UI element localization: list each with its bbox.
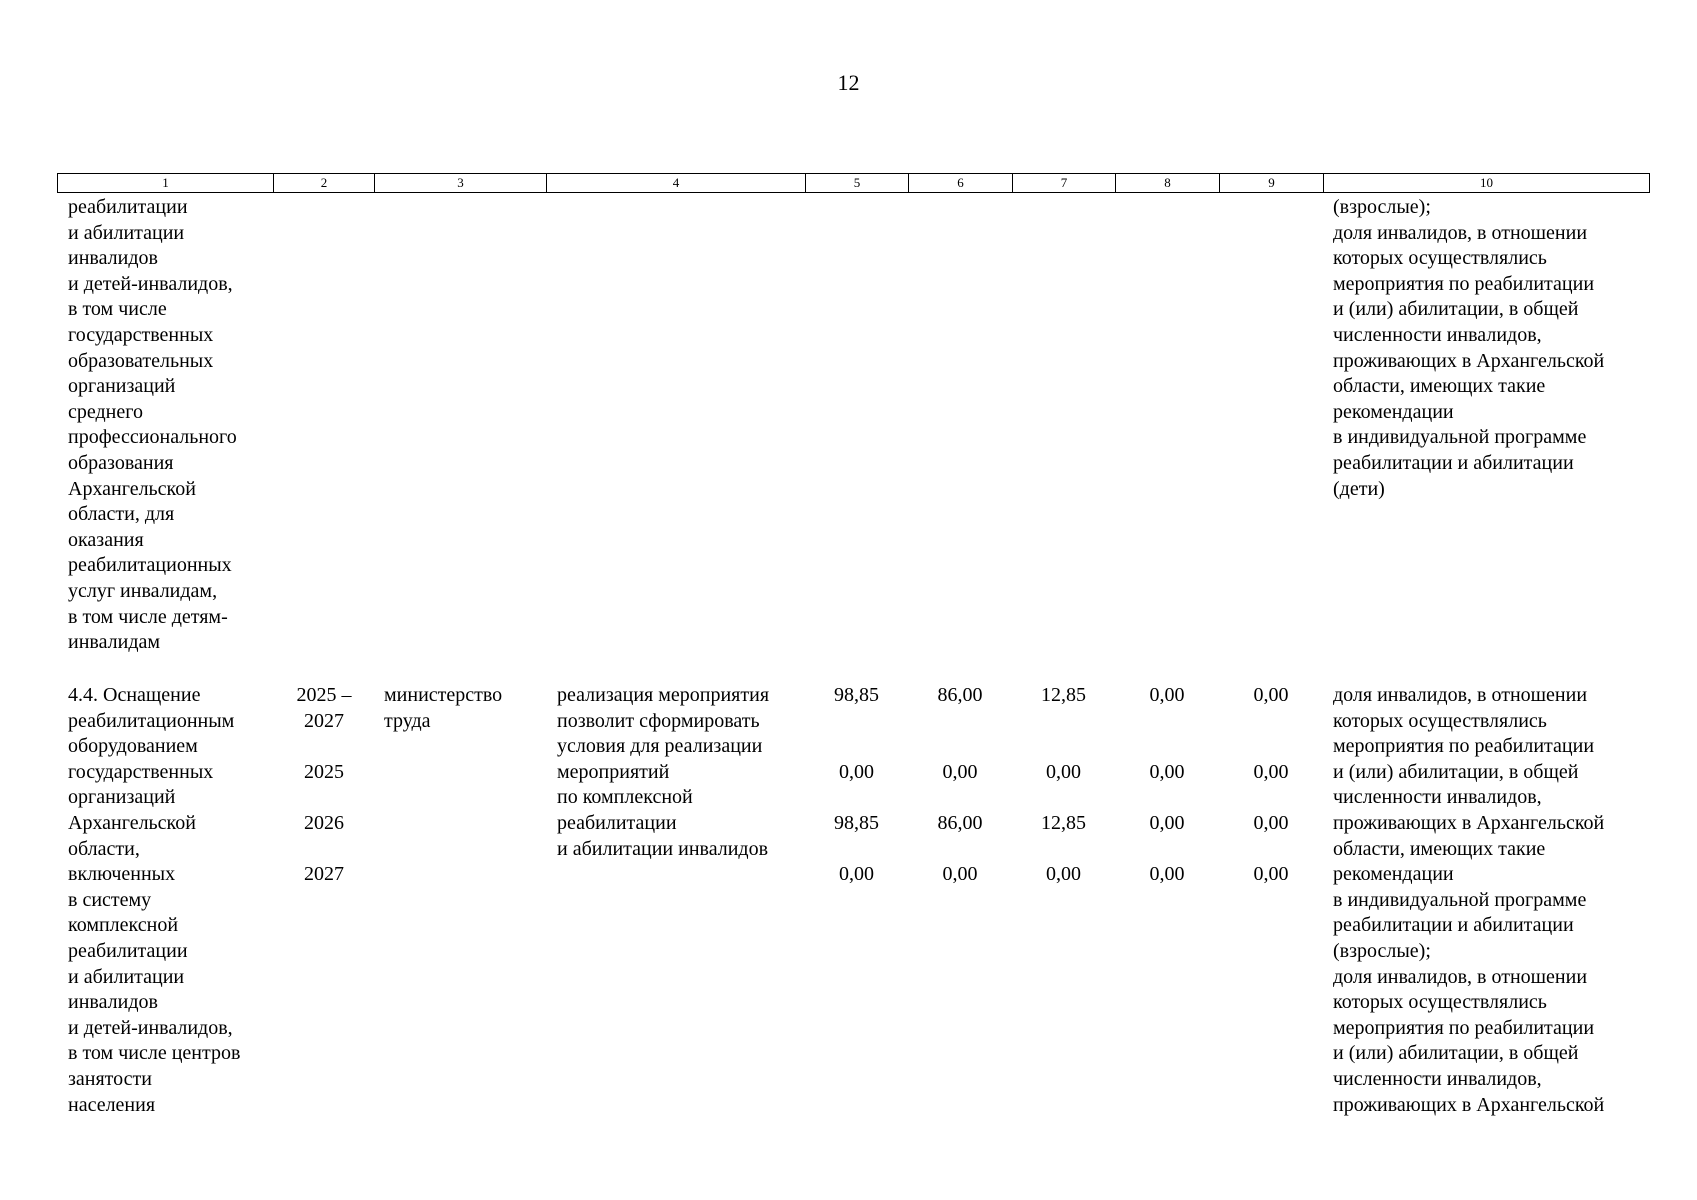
col5-values: [805, 683, 908, 888]
value-cell: 0,00: [1149, 863, 1185, 886]
value-cell: 98,85: [834, 811, 879, 834]
header-col-7: 7: [1013, 174, 1116, 192]
header-col-8: 8: [1116, 174, 1220, 192]
value-cell: 0,00: [1253, 760, 1289, 783]
period-total: 2025 – 2027: [296, 684, 352, 732]
col8-values: [1115, 683, 1219, 888]
value-cell: 12,85: [1041, 811, 1086, 834]
col9-values: [1219, 683, 1323, 888]
table-header-row: [57, 173, 1650, 193]
row-4-4-name: 4.4. Оснащение реабилитационным оборудованием государственных организаций Архангельской области, включенных в систему комплексной реабилитации и абилитации инвалидов и детей-инвалидов, в том числе центров занятости населения: [68, 684, 241, 1116]
row-4-4-result: реализация мероприятия позволит сформировать условия для реализации мероприятий по комплексной реабилитации и абилитации инвалидов: [557, 684, 770, 860]
col6-values: [908, 683, 1012, 888]
header-col-1: 1: [58, 174, 274, 192]
header-col-10: 10: [1480, 175, 1493, 190]
value-cell: 12,85: [1041, 684, 1086, 706]
year-2025: 2025: [304, 760, 344, 783]
header-col-5: 5: [806, 174, 909, 192]
value-cell: 0,00: [1253, 684, 1289, 706]
row-4-4-years: [274, 683, 374, 888]
year-2027: 2027: [304, 863, 344, 886]
value-cell: 0,00: [1149, 811, 1185, 834]
col7-values: [1012, 683, 1115, 888]
value-cell: 0,00: [1046, 760, 1081, 783]
value-cell: 0,00: [1149, 684, 1185, 706]
value-cell: 98,85: [834, 684, 879, 706]
row-4-4-executor: министерство труда: [384, 684, 503, 732]
header-col-6: 6: [909, 174, 1013, 192]
page-number: 12: [837, 70, 860, 95]
value-cell: 0,00: [1149, 760, 1185, 783]
value-cell: 0,00: [839, 760, 874, 783]
header-col-3: 3: [375, 174, 547, 192]
header-col-2: 2: [274, 174, 375, 192]
header-col-9: 9: [1220, 174, 1324, 192]
value-cell: 0,00: [1046, 863, 1081, 886]
header-col-4: 4: [547, 174, 806, 192]
value-cell: 86,00: [937, 684, 983, 706]
value-cell: 0,00: [942, 863, 978, 886]
value-cell: 0,00: [942, 760, 978, 783]
continued-col10-text: (взрослые); доля инвалидов, в отношении которых осуществлялись мероприятия по реабилитации и (или) абилитации, в общей численности инвалидов, проживающих в Архангельской области, имеющих такие рекомендации в индивидуальной программе реабилитации и абилитации (дети): [1333, 196, 1605, 500]
value-cell: 0,00: [1253, 811, 1289, 834]
value-cell: 0,00: [1253, 863, 1289, 886]
year-2026: 2026: [304, 811, 344, 834]
continued-col1-text: реабилитации и абилитации инвалидов и детей-инвалидов, в том числе государственных образовательных организаций среднего профессионального образования Архангельской области, для оказания реабилитационных услуг инвалидам, в том числе детям- инвалидам: [68, 196, 237, 654]
row-4-4-indicators: доля инвалидов, в отношении которых осуществлялись мероприятия по реабилитации и (или) абилитации, в общей численности инвалидов, проживающих в Архангельской области, имеющих такие рекомендации в индивидуальной программе реабилитации и абилитации (взрослые); доля инвалидов, в отношении которых осуществлялись мероприятия по реабилитации и (или) абилитации, в общей численности инвалидов, проживающих в Архангельской: [1333, 684, 1605, 1116]
value-cell: 0,00: [839, 863, 874, 886]
value-cell: 86,00: [937, 811, 983, 834]
